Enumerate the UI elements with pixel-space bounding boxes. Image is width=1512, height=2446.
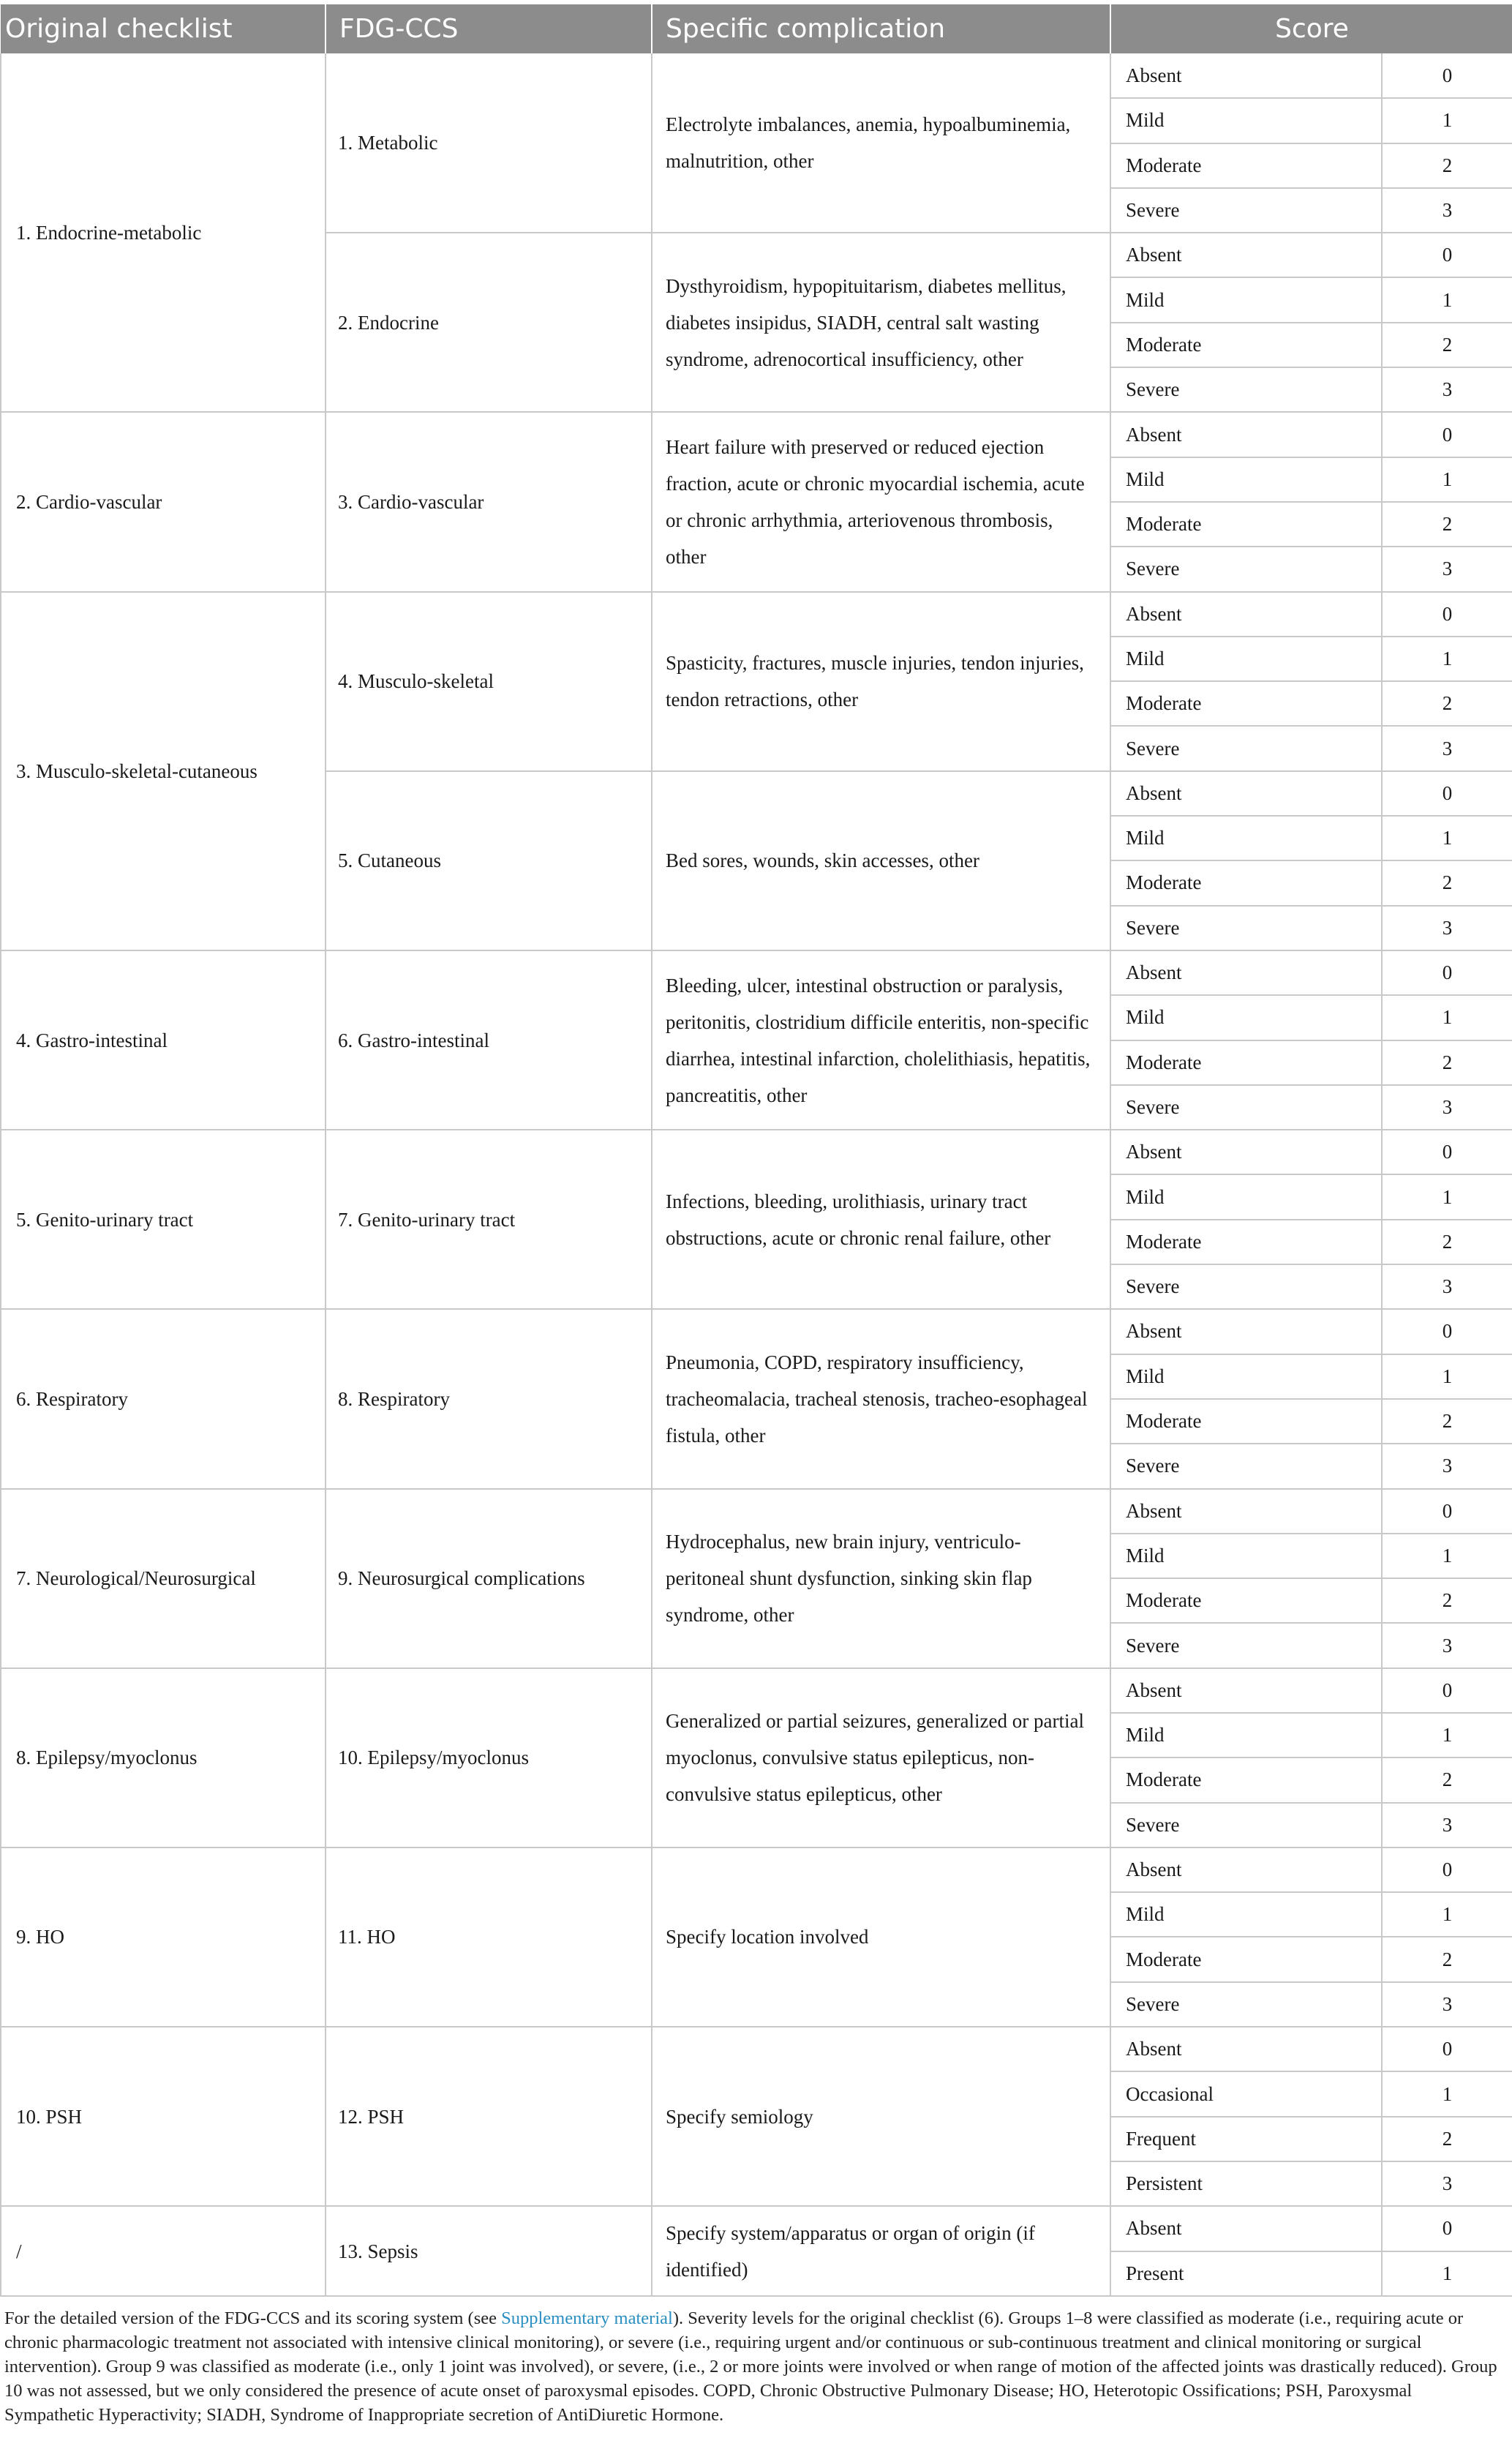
original-checklist-cell: 2. Cardio-vascular [1,412,326,591]
header-score: Score [1110,4,1512,53]
score-value: 2 [1382,1578,1512,1623]
score-value: 1 [1382,1713,1512,1757]
specific-complication-cell: Infections, bleeding, urolithiasis, urinary tract obstructions, acute or chronic renal failure, other [652,1130,1110,1309]
fdg-ccs-cell: 5. Cutaneous [326,771,652,950]
score-level-label: Moderate [1110,323,1382,367]
specific-complication-cell: Generalized or partial seizures, generalized or partial myoclonus, convulsive status epilepticus, non-convulsive status epilepticus, other [652,1668,1110,1847]
score-level-label: Moderate [1110,1040,1382,1085]
score-level-label: Severe [1110,547,1382,591]
score-value: 0 [1382,53,1512,98]
score-value: 2 [1382,502,1512,547]
score-value: 2 [1382,323,1512,367]
score-level-label: Occasional [1110,2071,1382,2116]
fdg-ccs-cell: 13. Sepsis [326,2206,652,2296]
score-value: 2 [1382,1757,1512,1802]
original-checklist-cell: 3. Musculo-skeletal-cutaneous [1,592,326,950]
score-value: 0 [1382,1668,1512,1713]
score-level-label: Mild [1110,816,1382,860]
table-footnote [4,2306,1500,2427]
score-value: 3 [1382,1085,1512,1130]
score-value: 3 [1382,1444,1512,1488]
specific-complication-cell: Spasticity, fractures, muscle injuries, tendon injuries, tendon retractions, other [652,592,1110,771]
score-value: 3 [1382,188,1512,233]
fdg-ccs-cell: 8. Respiratory [326,1309,652,1488]
score-level-label: Moderate [1110,1578,1382,1623]
score-value: 0 [1382,233,1512,277]
fdg-ccs-cell: 3. Cardio-vascular [326,412,652,591]
score-value: 1 [1382,2071,1512,2116]
fdg-ccs-cell: 11. HO [326,1847,652,2027]
score-level-label: Absent [1110,233,1382,277]
fdg-ccs-cell: 12. PSH [326,2027,652,2206]
table-row [1,1130,1512,1174]
table-row [1,2027,1512,2071]
score-level-label: Severe [1110,1803,1382,1847]
table-row [1,1309,1512,1354]
score-level-label: Absent [1110,592,1382,637]
score-value: 0 [1382,1489,1512,1534]
original-checklist-cell: 10. PSH [1,2027,326,2206]
score-level-label: Moderate [1110,1220,1382,1264]
footnote-text-end: ). Severity levels for the original checklist (6). Groups 1–8 were classified as moderate (i.e., requiring acute or chronic pharmacologic treatment not associated with intensive clinical monitoring), or severe (i.e., requiring urgent and/or continuous or sub-continuous treatment and clinical monitoring or surgical intervention). Group 9 was classified as moderate (i.e., only 1 joint was involved), or severe, (i.e., 2 or more joints were involved or when range of motion of the affected joints was drastically reduced). Group 10 was not assessed, but we only considered the presence of acute onset of paroxysmal episodes. COPD, Chronic Obstructive Pulmonary Disease; HO, Heterotopic Ossifications; PSH, Paroxysmal Sympathetic Hyperactivity; SIADH, Syndrome of Inappropriate secretion of AntiDiuretic Hormone. [4,2308,1497,2425]
score-value: 3 [1382,547,1512,591]
score-level-label: Moderate [1110,1757,1382,1802]
specific-complication-cell: Specify location involved [652,1847,1110,2027]
original-checklist-cell: 1. Endocrine-metabolic [1,53,326,412]
score-level-label: Severe [1110,1264,1382,1309]
specific-complication-cell: Pneumonia, COPD, respiratory insufficiency, tracheomalacia, tracheal stenosis, tracheo-esophageal fistula, other [652,1309,1110,1488]
fdg-ccs-cell: 7. Genito-urinary tract [326,1130,652,1309]
score-value: 1 [1382,277,1512,322]
table-header-row [1,4,1512,53]
score-value: 3 [1382,367,1512,412]
score-value: 0 [1382,2027,1512,2071]
score-level-label: Absent [1110,1847,1382,1892]
score-level-label: Mild [1110,995,1382,1040]
specific-complication-cell: Heart failure with preserved or reduced ejection fraction, acute or chronic myocardial ischemia, acute or chronic arrhythmia, arteriovenous thrombosis, other [652,412,1110,591]
score-level-label: Frequent [1110,2117,1382,2161]
score-value: 3 [1382,1982,1512,2027]
score-level-label: Moderate [1110,681,1382,726]
score-value: 1 [1382,1354,1512,1399]
score-level-label: Severe [1110,1444,1382,1488]
score-value: 2 [1382,681,1512,726]
fdg-ccs-cell: 10. Epilepsy/myoclonus [326,1668,652,1847]
original-checklist-cell: 5. Genito-urinary tract [1,1130,326,1309]
score-level-label: Mild [1110,1892,1382,1937]
score-level-label: Persistent [1110,2161,1382,2206]
fdg-ccs-cell: 9. Neurosurgical complications [326,1489,652,1668]
original-checklist-cell: 6. Respiratory [1,1309,326,1488]
score-value: 1 [1382,816,1512,860]
header-specific-complication: Specific complication [652,4,1110,53]
fdg-ccs-cell: 6. Gastro-intestinal [326,950,652,1130]
specific-complication-cell: Electrolyte imbalances, anemia, hypoalbuminemia, malnutrition, other [652,53,1110,233]
score-value: 3 [1382,2161,1512,2206]
header-original-checklist: Original checklist [1,4,326,53]
score-level-label: Mild [1110,1174,1382,1219]
score-level-label: Moderate [1110,143,1382,188]
score-level-label: Absent [1110,1309,1382,1354]
table-row [1,53,1512,98]
score-value: 3 [1382,906,1512,950]
score-value: 3 [1382,726,1512,770]
score-level-label: Moderate [1110,502,1382,547]
table-body [1,53,1512,2296]
table-row [1,1847,1512,1892]
score-value: 0 [1382,1309,1512,1354]
score-level-label: Absent [1110,1489,1382,1534]
score-value: 0 [1382,950,1512,995]
specific-complication-cell: Specify semiology [652,2027,1110,2206]
score-level-label: Severe [1110,1982,1382,2027]
original-checklist-cell: 7. Neurological/Neurosurgical [1,1489,326,1668]
score-value: 2 [1382,143,1512,188]
score-value: 0 [1382,592,1512,637]
table-row [1,412,1512,457]
fdg-ccs-cell: 1. Metabolic [326,53,652,233]
score-level-label: Moderate [1110,1399,1382,1444]
score-level-label: Absent [1110,412,1382,457]
table-row [1,592,1512,637]
score-level-label: Absent [1110,2206,1382,2251]
fdg-ccs-cell: 2. Endocrine [326,233,652,412]
score-value: 0 [1382,412,1512,457]
score-value: 2 [1382,1937,1512,1981]
specific-complication-cell: Specify system/apparatus or organ of origin (if identified) [652,2206,1110,2296]
header-fdg-ccs: FDG-CCS [326,4,652,53]
score-level-label: Mild [1110,637,1382,681]
original-checklist-cell: 8. Epilepsy/myoclonus [1,1668,326,1847]
score-level-label: Absent [1110,950,1382,995]
score-value: 2 [1382,2117,1512,2161]
specific-complication-cell: Bed sores, wounds, skin accesses, other [652,771,1110,950]
score-value: 1 [1382,995,1512,1040]
score-level-label: Absent [1110,1130,1382,1174]
score-level-label: Absent [1110,1668,1382,1713]
score-value: 1 [1382,2251,1512,2296]
score-level-label: Moderate [1110,1937,1382,1981]
score-level-label: Severe [1110,906,1382,950]
score-level-label: Mild [1110,277,1382,322]
table-row [1,950,1512,995]
score-value: 0 [1382,2206,1512,2251]
specific-complication-cell: Bleeding, ulcer, intestinal obstruction or paralysis, peritonitis, clostridium difficile enteritis, non-specific diarrhea, intestinal infarction, cholelithiasis, hepatitis, pancreatitis, other [652,950,1110,1130]
score-level-label: Absent [1110,771,1382,816]
score-value: 3 [1382,1623,1512,1667]
score-level-label: Present [1110,2251,1382,2296]
score-level-label: Absent [1110,2027,1382,2071]
score-level-label: Severe [1110,1623,1382,1667]
score-level-label: Mild [1110,1713,1382,1757]
table-row [1,1668,1512,1713]
original-checklist-cell: / [1,2206,326,2296]
score-level-label: Severe [1110,726,1382,770]
score-value: 1 [1382,1534,1512,1578]
score-value: 1 [1382,457,1512,502]
table-row [1,2206,1512,2251]
score-level-label: Mild [1110,1354,1382,1399]
specific-complication-cell: Hydrocephalus, new brain injury, ventriculo-peritoneal shunt dysfunction, sinking skin flap syndrome, other [652,1489,1110,1668]
score-value: 3 [1382,1264,1512,1309]
score-level-label: Severe [1110,1085,1382,1130]
score-value: 2 [1382,860,1512,905]
score-value: 0 [1382,1847,1512,1892]
score-value: 1 [1382,1892,1512,1937]
score-level-label: Mild [1110,457,1382,502]
fdg-ccs-table [0,4,1512,2297]
footnote-text-start: For the detailed version of the FDG-CCS and its scoring system (see [4,2308,502,2328]
score-value: 2 [1382,1040,1512,1085]
supplementary-material-link[interactable]: Supplementary material [501,2308,673,2328]
score-level-label: Mild [1110,1534,1382,1578]
original-checklist-cell: 9. HO [1,1847,326,2027]
score-value: 3 [1382,1803,1512,1847]
score-level-label: Severe [1110,188,1382,233]
score-level-label: Mild [1110,98,1382,143]
specific-complication-cell: Dysthyroidism, hypopituitarism, diabetes mellitus, diabetes insipidus, SIADH, central salt wasting syndrome, adrenocortical insufficiency, other [652,233,1110,412]
score-value: 2 [1382,1220,1512,1264]
score-value: 0 [1382,771,1512,816]
score-level-label: Moderate [1110,860,1382,905]
score-value: 0 [1382,1130,1512,1174]
table-row [1,1489,1512,1534]
fdg-ccs-cell: 4. Musculo-skeletal [326,592,652,771]
score-value: 1 [1382,1174,1512,1219]
original-checklist-cell: 4. Gastro-intestinal [1,950,326,1130]
score-value: 2 [1382,1399,1512,1444]
score-level-label: Absent [1110,53,1382,98]
score-value: 1 [1382,637,1512,681]
score-value: 1 [1382,98,1512,143]
score-level-label: Severe [1110,367,1382,412]
